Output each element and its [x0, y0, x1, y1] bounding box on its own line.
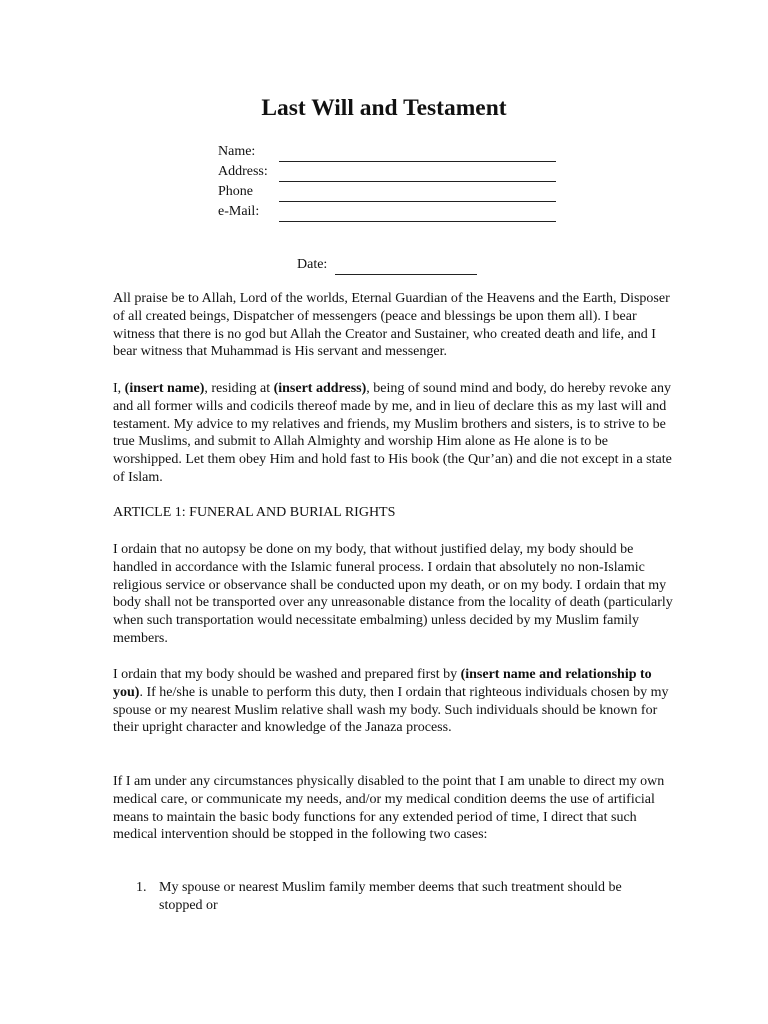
declaration-prefix: I, — [113, 381, 125, 396]
autopsy-paragraph: I ordain that no autopsy be done on my body, that without justified delay, my body should be handled in accordance with the Islamic funeral process. I ordain that absolutely no non-Islamic religious service or observance shall be conducted upon my death, or on my body. I ordain that my body shall not be transported over any unreasonable distance from the locality of death (particularly when such transportation would necessitate embalming) unless decided by my Muslim family members. — [113, 542, 673, 646]
article-1-heading: ARTICLE 1: FUNERAL AND BURIAL RIGHTS — [113, 505, 396, 520]
medical-paragraph: If I am under any circumstances physically disabled to the point that I am unable to direct my own medical care, or communicate my needs, and/or my medical condition deems the use of artificial means to maintain the basic body functions for any extended period of time, I direct that such medical intervention should be stopped in the following two cases: — [113, 774, 665, 843]
declaration-paragraph — [113, 380, 673, 487]
intro-paragraph: All praise be to Allah, Lord of the worlds, Eternal Guardian of the Heavens and the Earth, Disposer of all created beings, Dispatcher of messengers (peace and blessings be upon them all). I bear witness that there is no god but Allah the Creator and Sustainer, who created death and life, and I bear witness that Muhammad is His servant and messenger. — [113, 291, 670, 360]
list-item-number: 1. — [136, 880, 147, 895]
date-label: Date: — [297, 257, 328, 272]
address-blank-line[interactable] — [279, 181, 556, 182]
washing-prefix: I ordain that my body should be washed and prepared first by — [113, 667, 461, 682]
insert-address-placeholder: (insert address) — [273, 381, 367, 396]
date-blank-line[interactable] — [335, 274, 477, 275]
name-label: Name: — [218, 144, 256, 159]
address-label: Address: — [218, 164, 268, 179]
email-blank-line[interactable] — [279, 221, 556, 222]
document-title: Last Will and Testament — [261, 95, 507, 121]
phone-label: Phone — [218, 184, 253, 199]
insert-name-relationship-placeholder: (insert name and relationship to you) — [113, 667, 652, 700]
list-item-text: My spouse or nearest Muslim family member deems that such treatment should be stopped or — [159, 880, 622, 913]
washing-paragraph — [113, 666, 673, 737]
declaration-middle: , residing at — [204, 381, 274, 396]
email-label: e-Mail: — [218, 204, 260, 219]
washing-suffix: . If he/she is unable to perform this duty, then I ordain that righteous individuals chosen by my spouse or my nearest Muslim relative shall wash my body. Such individuals should be known for their upright character and knowledge of the Janaza process. — [113, 684, 669, 736]
phone-blank-line[interactable] — [279, 201, 556, 202]
name-blank-line[interactable] — [279, 161, 556, 162]
insert-name-placeholder: (insert name) — [124, 381, 205, 396]
declaration-suffix: , being of sound mind and body, do hereby revoke any and all former wills and codicils thereof made by me, and in lieu of declare this as my last will and testament. My advice to my relatives and friends, my Muslim brothers and sisters, is to strive to be true Muslims, and submit to Allah Almighty and worship Him alone as He alone is to be worshipped. Let them obey Him and hold fast to His book (the Qur’an) and die not except in a state of Islam. — [113, 381, 672, 485]
